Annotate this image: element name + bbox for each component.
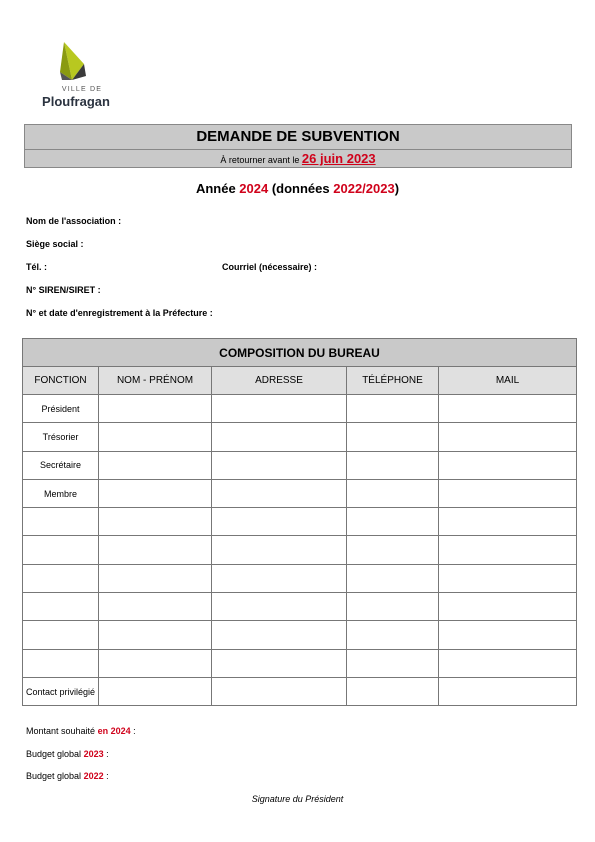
row-cell[interactable] xyxy=(347,536,439,564)
field-courriel: Courriel (nécessaire) : xyxy=(222,262,318,272)
row-cell[interactable] xyxy=(212,621,347,649)
table-row xyxy=(23,564,577,592)
annee-line xyxy=(0,181,595,196)
row-cell[interactable] xyxy=(99,423,212,451)
col-header-nom: NOM - PRÉNOM xyxy=(99,367,212,395)
budget-global-2 xyxy=(26,771,109,781)
row-fonction: Membre xyxy=(23,479,99,507)
row-cell[interactable] xyxy=(347,479,439,507)
row-cell[interactable] xyxy=(212,479,347,507)
signature-label: Signature du Président xyxy=(251,794,344,804)
row-cell[interactable] xyxy=(99,479,212,507)
row-cell[interactable] xyxy=(439,479,577,507)
col-header-adresse: ADRESSE xyxy=(212,367,347,395)
row-cell[interactable] xyxy=(347,423,439,451)
field-siren: N° SIREN/SIRET : xyxy=(26,285,101,295)
row-fonction xyxy=(23,593,99,621)
table-row xyxy=(23,649,577,677)
row-cell[interactable] xyxy=(212,593,347,621)
donnees-years: 2022/2023 xyxy=(333,181,395,196)
row-cell[interactable] xyxy=(99,508,212,536)
budget-prefix: Budget global xyxy=(26,771,82,781)
budget-year-1: 2023 xyxy=(83,749,104,759)
table-row xyxy=(23,479,577,507)
header-divider xyxy=(25,149,571,150)
table-row xyxy=(23,451,577,479)
row-cell[interactable] xyxy=(439,621,577,649)
row-fonction xyxy=(23,536,99,564)
row-cell[interactable] xyxy=(347,508,439,536)
row-cell[interactable] xyxy=(212,508,347,536)
field-tel: Tél. : xyxy=(26,262,48,272)
table-row xyxy=(23,677,577,705)
row-cell[interactable] xyxy=(439,423,577,451)
table-caption: COMPOSITION DU BUREAU xyxy=(23,339,577,367)
montant-souhaite xyxy=(26,726,136,736)
donnees-open: (données xyxy=(271,181,330,196)
col-header-mail: MAIL xyxy=(439,367,577,395)
row-fonction: Secrétaire xyxy=(23,451,99,479)
row-cell[interactable] xyxy=(212,451,347,479)
row-cell[interactable] xyxy=(439,536,577,564)
row-cell[interactable] xyxy=(212,536,347,564)
row-cell[interactable] xyxy=(347,677,439,705)
table-row xyxy=(23,395,577,423)
budget-suffix: : xyxy=(106,749,109,759)
row-cell[interactable] xyxy=(439,451,577,479)
row-cell[interactable] xyxy=(99,395,212,423)
page-title: DEMANDE DE SUBVENTION xyxy=(196,128,400,145)
montant-year: en 2024 xyxy=(97,726,131,736)
row-cell[interactable] xyxy=(99,536,212,564)
budget-prefix: Budget global xyxy=(26,749,82,759)
return-date: 26 juin 2023 xyxy=(301,151,376,166)
row-cell[interactable] xyxy=(99,593,212,621)
row-cell[interactable] xyxy=(99,564,212,592)
field-nom-association: Nom de l'association : xyxy=(26,216,122,226)
row-fonction: Trésorier xyxy=(23,423,99,451)
table-row xyxy=(23,536,577,564)
return-deadline xyxy=(25,151,571,166)
header-box xyxy=(24,124,572,168)
row-cell[interactable] xyxy=(212,395,347,423)
col-header-telephone: TÉLÉPHONE xyxy=(347,367,439,395)
row-cell[interactable] xyxy=(439,649,577,677)
row-fonction xyxy=(23,508,99,536)
row-cell[interactable] xyxy=(439,564,577,592)
row-cell[interactable] xyxy=(439,677,577,705)
row-cell[interactable] xyxy=(347,564,439,592)
montant-prefix: Montant souhaité xyxy=(26,726,96,736)
row-cell[interactable] xyxy=(212,677,347,705)
city-logo xyxy=(36,42,116,114)
row-fonction: Contact privilégié xyxy=(23,677,99,705)
table-row xyxy=(23,593,577,621)
table-row xyxy=(23,621,577,649)
montant-suffix: : xyxy=(133,726,136,736)
row-cell[interactable] xyxy=(347,593,439,621)
row-cell[interactable] xyxy=(99,649,212,677)
donnees-close: ) xyxy=(394,181,400,196)
budget-suffix: : xyxy=(106,771,109,781)
row-fonction: Président xyxy=(23,395,99,423)
row-fonction xyxy=(23,649,99,677)
logo-city-name: Ploufragan xyxy=(42,94,110,109)
row-cell[interactable] xyxy=(439,508,577,536)
row-cell[interactable] xyxy=(212,649,347,677)
row-fonction xyxy=(23,564,99,592)
row-cell[interactable] xyxy=(99,621,212,649)
logo-mark-icon xyxy=(58,42,88,82)
row-cell[interactable] xyxy=(347,621,439,649)
row-cell[interactable] xyxy=(99,677,212,705)
row-cell[interactable] xyxy=(347,395,439,423)
field-siege-social: Siège social : xyxy=(26,239,84,249)
row-cell[interactable] xyxy=(212,423,347,451)
row-cell[interactable] xyxy=(347,451,439,479)
row-fonction xyxy=(23,621,99,649)
annee-label: Année xyxy=(195,181,236,196)
bureau-table xyxy=(22,338,577,706)
field-enregistrement: N° et date d'enregistrement à la Préfecture : xyxy=(26,308,213,318)
row-cell[interactable] xyxy=(439,395,577,423)
row-cell[interactable] xyxy=(347,649,439,677)
table-row xyxy=(23,423,577,451)
budget-year-2: 2022 xyxy=(83,771,104,781)
row-cell[interactable] xyxy=(99,451,212,479)
budget-global-1 xyxy=(26,749,109,759)
row-cell[interactable] xyxy=(439,593,577,621)
row-cell[interactable] xyxy=(212,564,347,592)
logo-ville-text: VILLE DE xyxy=(61,86,103,93)
return-prefix: À retourner avant le xyxy=(220,155,300,165)
annee-year: 2024 xyxy=(239,181,269,196)
table-header-row xyxy=(23,367,577,395)
col-header-fonction: FONCTION xyxy=(23,367,99,395)
table-row xyxy=(23,508,577,536)
